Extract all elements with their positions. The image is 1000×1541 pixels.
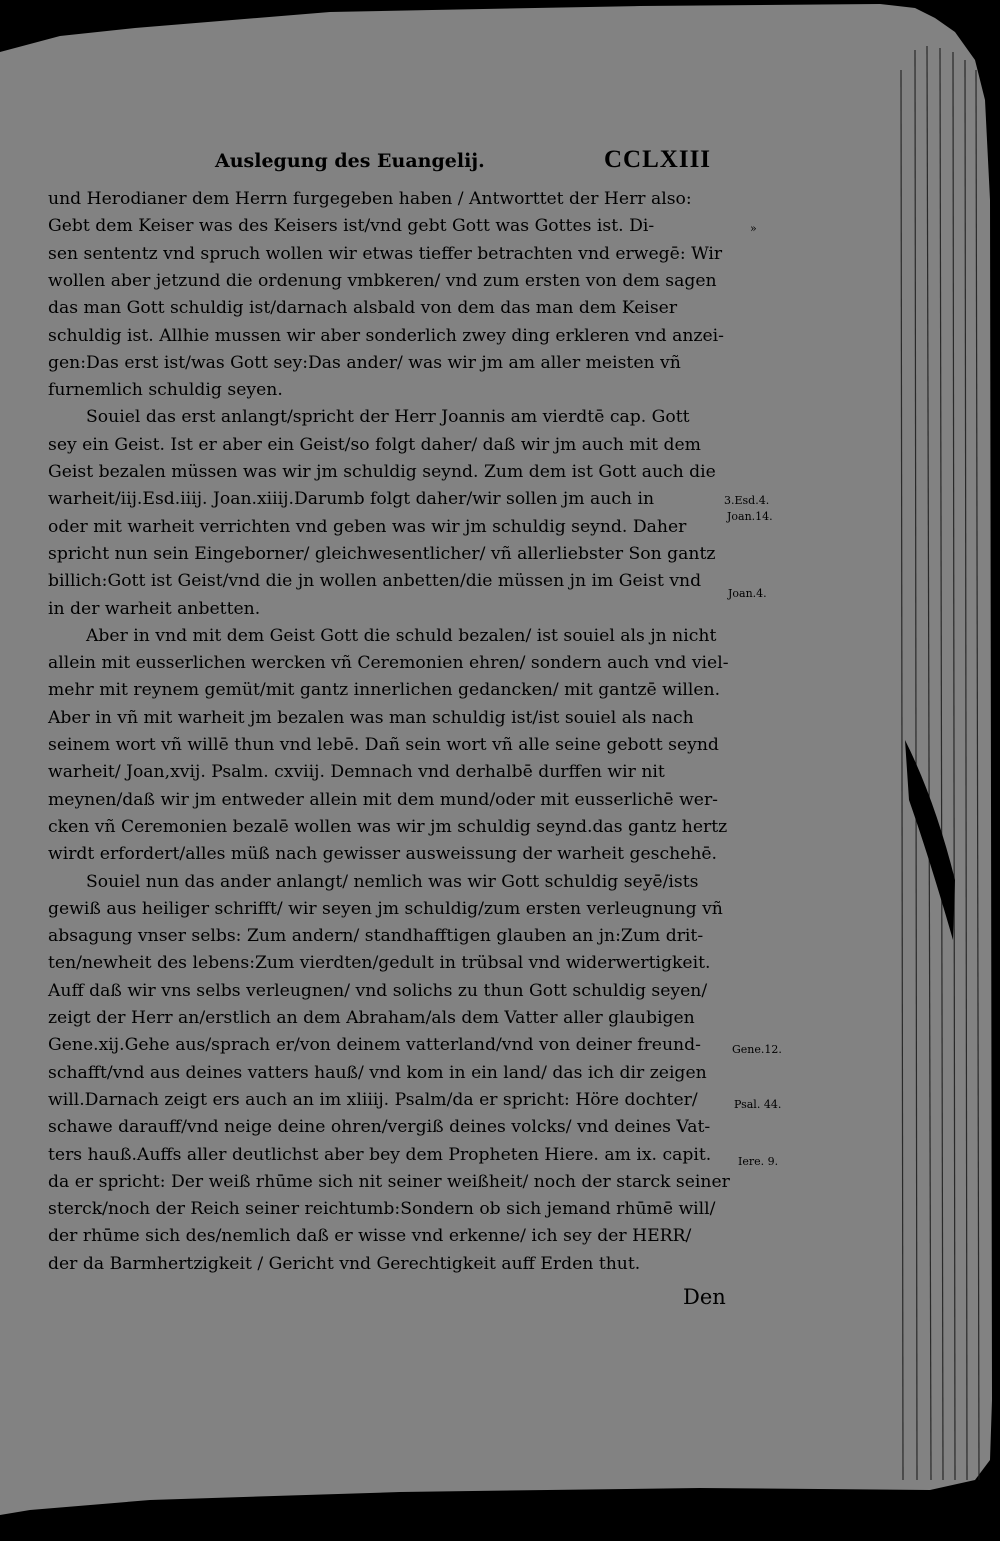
margin-note: Iere. 9. <box>738 1155 779 1168</box>
text-line: und Herodianer dem Herrn furgegeben haben / Antworttet der Herr also: <box>48 189 692 209</box>
text-line: in der warheit anbetten. <box>48 598 261 619</box>
margin-note: » <box>750 222 757 235</box>
text-line: Geist bezalen müssen was wir jm schuldig seynd. Zum dem ist Gott auch die <box>48 462 716 482</box>
text-line: furnemlich schuldig seyen. <box>48 380 283 401</box>
text-line: oder mit warheit verrichten vnd geben was wir jm schuldig seynd. Daher <box>48 516 687 537</box>
text-line: wirdt erfordert/alles müß nach gewisser ausweissung der warheit geschehē. <box>48 844 718 865</box>
text-line: seinem wort vñ willē thun vnd lebē. Dañ sein wort vñ alle seine gebott seynd <box>48 735 719 755</box>
text-line: Souiel das erst anlangt/spricht der Herr Joannis am vierdtē cap. Gott <box>86 407 690 428</box>
text-line: ters hauß.Auffs aller deutlichst aber bey dem Propheten Hiere. am ix. capit. <box>48 1144 712 1165</box>
text-line: Gene.xij.Gehe aus/sprach er/von deinem vatterland/vnd von deiner freund- <box>48 1035 701 1056</box>
text-line: Gebt dem Keiser was des Keisers ist/vnd gebt Gott was Gottes ist. Di- <box>48 216 655 237</box>
text-line: absagung vnser selbs: Zum andern/ standhafftigen glauben an jn:Zum drit- <box>48 926 704 947</box>
text-line: billich:Gott ist Geist/vnd die jn wollen anbetten/die müssen jn im Geist vnd <box>48 571 702 592</box>
text-line: das man Gott schuldig ist/darnach alsbald von dem das man dem Keiser <box>48 298 678 319</box>
text-line: schawe darauff/vnd neige deine ohren/vergiß deines volcks/ vnd deines Vat- <box>48 1117 711 1138</box>
text-line: meynen/daß wir jm entweder allein mit dem mund/oder mit eusserlichē wer- <box>48 789 718 810</box>
text-line: Aber in vñ mit warheit jm bezalen was man schuldig ist/ist souiel als nach <box>48 707 694 728</box>
text-line: Aber in vnd mit dem Geist Gott die schuld bezalen/ ist souiel als jn nicht <box>86 625 717 646</box>
text-line: sterck/noch der Reich seiner reichtumb:Sondern ob sich jemand rhūmē will/ <box>48 1199 716 1220</box>
text-line: mehr mit reynem gemüt/mit gantz innerlichen gedancken/ mit gantzē willen. <box>48 680 721 701</box>
running-title: Auslegung des Euangelij. <box>215 150 485 172</box>
text-line: da er spricht: Der weiß rhūme sich nit seiner weißheit/ noch der starck seiner <box>48 1171 730 1192</box>
catchword: Den <box>683 1285 726 1309</box>
text-line: allein mit eusserlichen wercken vñ Ceremonien ehren/ sondern auch vnd viel- <box>48 653 729 674</box>
text-line: gewiß aus heiliger schrifft/ wir seyen jm schuldig/zum ersten verleugnung vñ <box>48 898 723 919</box>
text-line: sey ein Geist. Ist er aber ein Geist/so folgt daher/ daß wir jm auch mit dem <box>48 434 701 455</box>
text-line: der da Barmhertzigkeit / Gericht vnd Gerechtigkeit auff Erden thut. <box>48 1253 641 1274</box>
text-line: wollen aber jetzund die ordenung vmbkeren/ vnd zum ersten von dem sagen <box>48 270 717 291</box>
text-line: gen:Das erst ist/was Gott sey:Das ander/ was wir jm am aller meisten vñ <box>48 352 681 373</box>
text-line: will.Darnach zeigt ers auch an im xliiij. Psalm/da er spricht: Höre dochter/ <box>48 1089 698 1110</box>
text-line: Souiel nun das ander anlangt/ nemlich was wir Gott schuldig seyē/ists <box>86 871 699 892</box>
text-line: warheit/ Joan,xvij. Psalm. cxviij. Demnach vnd derhalbē durffen wir nit <box>48 762 665 783</box>
margin-note: Gene.12. <box>732 1043 782 1056</box>
text-line: sen sententz vnd spruch wollen wir etwas tieffer betrachten vnd erwegē: Wir <box>48 243 723 264</box>
margin-note: Joan.14. <box>727 510 773 523</box>
text-line: cken vñ Ceremonien bezalē wollen was wir jm schuldig seynd.das gantz hertz <box>48 816 728 837</box>
page-header <box>0 146 1000 184</box>
text-line: der rhūme sich des/nemlich daß er wisse vnd erkenne/ ich sey der HERR/ <box>48 1226 692 1247</box>
page-edge-shading <box>895 40 1000 1500</box>
text-line: zeigt der Herr an/erstlich an dem Abraham/als dem Vatter aller glaubigen <box>48 1008 695 1028</box>
margin-note: 3.Esd.4. <box>724 494 770 507</box>
text-line: schuldig ist. Allhie mussen wir aber sonderlich zwey ding erkleren vnd anzei- <box>48 325 724 346</box>
text-line: Auff daß wir vns selbs verleugnen/ vnd solichs zu thun Gott schuldig seyen/ <box>48 980 708 1001</box>
margin-note: Joan.4. <box>728 587 767 600</box>
margin-note: Psal. 44. <box>734 1098 782 1111</box>
text-line: schafft/vnd aus deines vatters hauß/ vnd kom in ein land/ das ich dir zeigen <box>48 1062 707 1083</box>
folio-number: CCLXIII <box>604 146 712 173</box>
text-line: ten/newheit des lebens:Zum vierdten/gedult in trübsal vnd widerwertigkeit. <box>48 953 711 974</box>
text-line: warheit/iij.Esd.iiij. Joan.xiiij.Darumb folgt daher/wir sollen jm auch in <box>48 489 655 510</box>
text-line: spricht nun sein Eingeborner/ gleichwesentlicher/ vñ allerliebster Son gantz <box>48 543 716 564</box>
